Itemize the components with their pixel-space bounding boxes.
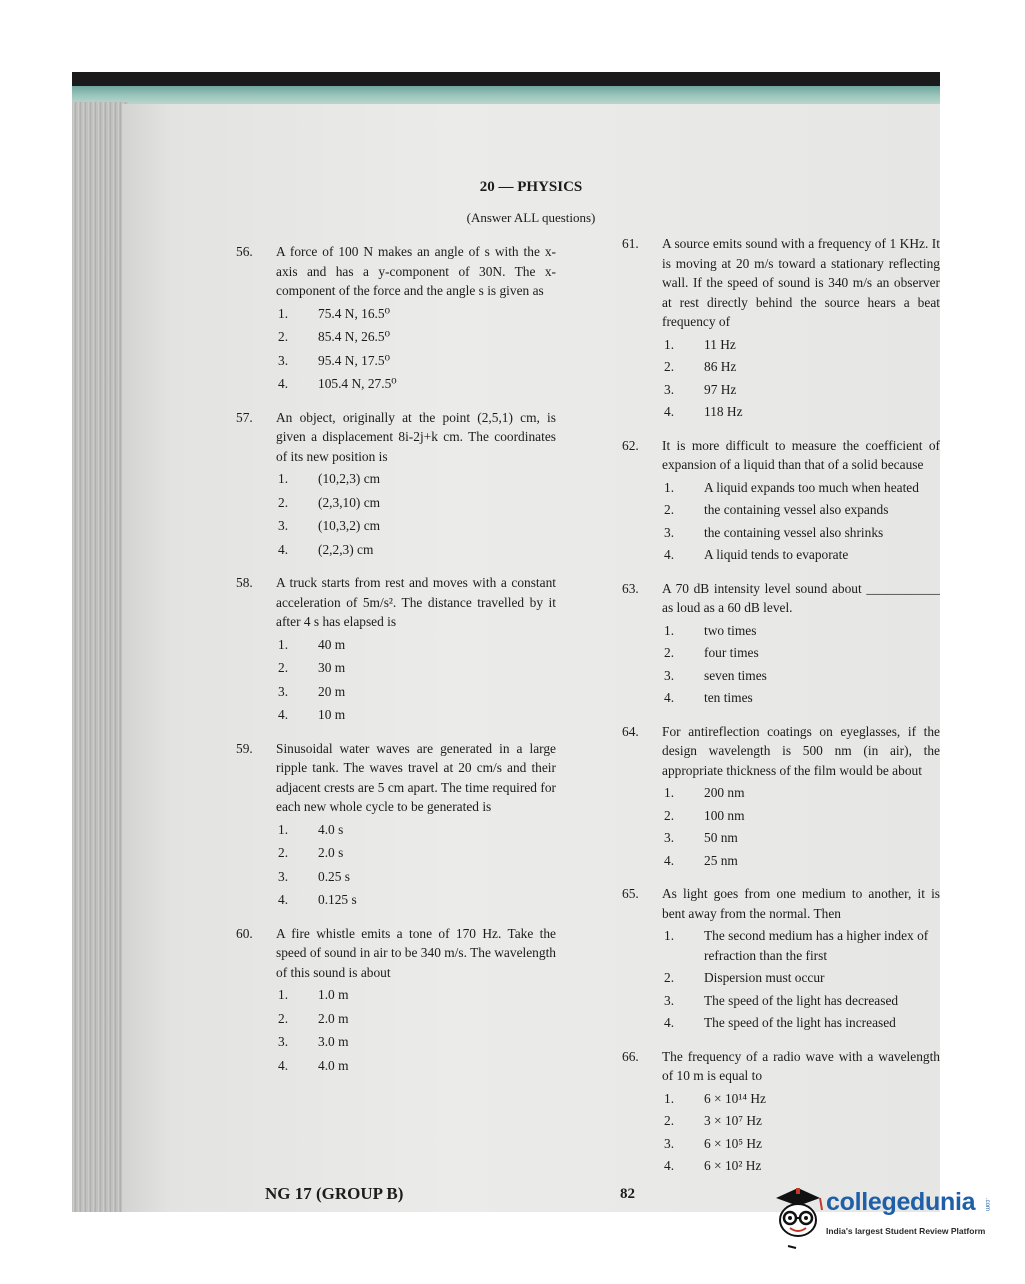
answer-option xyxy=(276,540,556,560)
answer-option xyxy=(662,828,940,848)
option-number: 3. xyxy=(278,868,289,884)
answer-option xyxy=(662,666,940,686)
option-number: 1. xyxy=(664,1090,675,1106)
option-text: 6 × 10¹⁴ Hz xyxy=(704,1090,766,1106)
answer-option xyxy=(662,1089,940,1109)
option-number: 1. xyxy=(664,785,675,800)
answer-option xyxy=(276,493,556,513)
option-number: 1. xyxy=(664,479,675,495)
option-number: 4. xyxy=(278,1057,289,1073)
option-text: The speed of the light has decreased xyxy=(704,992,899,1008)
question-text: A source emits sound with a frequency of 1 KHz. It is moving at 20 m/s toward a stationary reflecting wall. If the speed of sound is 340 m/s an observer at rest directly behind the source hears a beat frequency of xyxy=(662,236,940,329)
option-text: A liquid tends to evaporate xyxy=(704,547,849,562)
question-item xyxy=(622,1047,940,1176)
question-item xyxy=(236,573,556,725)
answer-option xyxy=(276,635,556,655)
collegedunia-logo xyxy=(770,1180,995,1260)
answer-option xyxy=(662,851,940,871)
option-number: 3. xyxy=(278,352,289,368)
answer-option xyxy=(662,335,940,355)
question-text: A 70 dB intensity level sound about ___________ as loud as a 60 dB level. xyxy=(662,580,940,615)
answer-option xyxy=(662,968,940,988)
answer-option xyxy=(276,867,556,887)
option-text: 2.0 m xyxy=(318,1010,349,1026)
option-list xyxy=(276,985,556,1075)
question-item xyxy=(236,924,556,1076)
answer-option xyxy=(276,843,556,863)
option-text: (10,2,3) cm xyxy=(318,471,381,486)
page-number: 82 xyxy=(620,1186,635,1202)
option-number: 1. xyxy=(278,636,289,652)
option-number: 2. xyxy=(664,359,675,374)
option-text: 75.4 N, 16.5⁰ xyxy=(318,305,390,321)
answer-option xyxy=(276,890,556,910)
option-number: 4. xyxy=(278,892,289,907)
answer-option xyxy=(276,516,556,536)
logo-suffix: .com xyxy=(984,1198,990,1212)
option-text: (2,2,3) cm xyxy=(318,541,374,557)
option-text: two times xyxy=(704,622,757,638)
option-text: (2,3,10) cm xyxy=(318,494,381,510)
option-number: 1. xyxy=(278,471,289,486)
option-number: 4. xyxy=(664,1158,675,1173)
question-text: The frequency of a radio wave with a wavelength of 10 m is equal to xyxy=(662,1048,940,1083)
left-column xyxy=(236,242,556,1089)
question-item xyxy=(622,722,940,871)
option-text: A liquid expands too much when heated xyxy=(704,479,919,495)
answer-option xyxy=(662,926,940,965)
option-number: 1. xyxy=(278,305,289,321)
option-text: 3 × 10⁷ Hz xyxy=(704,1113,762,1128)
option-list xyxy=(276,820,556,910)
answer-option xyxy=(662,1134,940,1154)
option-number: 2. xyxy=(664,502,675,517)
answer-option xyxy=(276,469,556,489)
option-list xyxy=(662,1089,940,1176)
option-number: 3. xyxy=(278,518,289,533)
option-number: 3. xyxy=(664,381,675,397)
option-text: Dispersion must occur xyxy=(704,970,825,985)
answer-option xyxy=(662,500,940,520)
option-number: 4. xyxy=(278,541,289,557)
page-instruction: (Answer ALL questions) xyxy=(466,210,596,225)
option-list xyxy=(662,783,940,870)
answer-option xyxy=(662,688,940,708)
option-text: 30 m xyxy=(318,660,346,675)
question-text: A force of 100 N makes an angle of s with the x-axis and has a y-component of 30N. The x-component of the force and the angle s is given as xyxy=(276,244,556,298)
answer-option xyxy=(276,1056,556,1076)
answer-option xyxy=(276,682,556,702)
option-number: 4. xyxy=(664,1015,675,1030)
question-number: 56. xyxy=(236,244,253,259)
answer-option xyxy=(662,1111,940,1131)
option-text: 50 nm xyxy=(704,830,738,845)
option-number: 2. xyxy=(664,970,675,985)
question-number: 63. xyxy=(622,580,639,596)
option-number: 3. xyxy=(278,683,289,699)
answer-option xyxy=(276,327,556,347)
option-number: 3. xyxy=(278,1034,289,1049)
option-text: 20 m xyxy=(318,683,346,699)
option-list xyxy=(276,635,556,725)
option-text: ten times xyxy=(704,690,753,705)
option-number: 2. xyxy=(278,329,289,344)
option-number: 4. xyxy=(278,376,289,391)
option-number: 2. xyxy=(664,645,675,660)
option-text: The speed of the light has increased xyxy=(704,1015,896,1030)
option-text: 200 nm xyxy=(704,785,745,800)
page-title: 20 — PHYSICS xyxy=(479,179,583,195)
question-text: As light goes from one medium to another, it is bent away from the normal. Then xyxy=(662,886,940,921)
option-list xyxy=(662,926,940,1033)
option-number: 2. xyxy=(278,1010,289,1026)
option-number: 1. xyxy=(664,928,675,943)
answer-option xyxy=(276,1032,556,1052)
answer-option xyxy=(662,1156,940,1176)
option-text: The second medium has a higher index of refraction than the first xyxy=(704,928,929,963)
question-number: 65. xyxy=(622,886,639,901)
answer-option xyxy=(276,658,556,678)
question-number: 66. xyxy=(622,1048,639,1064)
answer-option xyxy=(276,1009,556,1029)
option-text: 2.0 s xyxy=(318,845,344,860)
question-number: 62. xyxy=(622,437,639,453)
option-number: 1. xyxy=(278,821,289,837)
answer-option xyxy=(662,402,940,422)
option-number: 1. xyxy=(278,987,289,1002)
question-item xyxy=(236,242,556,394)
option-number: 3. xyxy=(664,992,675,1008)
option-number: 4. xyxy=(278,707,289,722)
question-item xyxy=(622,579,940,708)
option-text: 4.0 s xyxy=(318,821,344,837)
paper-code: NG 17 (GROUP B) xyxy=(265,1184,404,1203)
option-text: 25 nm xyxy=(704,852,738,868)
option-text: 6 × 10² Hz xyxy=(704,1158,762,1173)
option-text: 6 × 10⁵ Hz xyxy=(704,1135,762,1151)
question-text: A fire whistle emits a tone of 170 Hz. Take the speed of sound in air to be 340 m/s. The wavelength of this sound is about xyxy=(276,925,556,980)
question-number: 61. xyxy=(622,236,639,251)
option-number: 4. xyxy=(664,404,675,419)
option-text: 85.4 N, 26.5⁰ xyxy=(318,329,390,344)
question-number: 60. xyxy=(236,925,253,941)
question-number: 58. xyxy=(236,575,253,590)
option-text: four times xyxy=(704,645,759,660)
option-text: 11 Hz xyxy=(704,336,736,352)
option-number: 2. xyxy=(278,494,289,510)
book-page-edges xyxy=(72,102,128,1212)
logo-wordmark: collegedunia xyxy=(826,1188,976,1216)
option-number: 2. xyxy=(278,845,289,860)
option-list xyxy=(662,621,940,708)
option-list xyxy=(276,469,556,559)
option-text: 40 m xyxy=(318,636,346,652)
option-text: 105.4 N, 27.5⁰ xyxy=(318,376,397,391)
question-text: For antireflection coatings on eyeglasses, if the design wavelength is 500 nm (in air), the appropriate thickness of the film would be about xyxy=(662,723,940,778)
option-text: 0.125 s xyxy=(318,892,357,907)
option-number: 3. xyxy=(664,667,675,683)
question-item xyxy=(622,234,940,422)
answer-option xyxy=(662,621,940,641)
option-text: (10,3,2) cm xyxy=(318,518,381,533)
option-number: 2. xyxy=(664,807,675,823)
option-number: 3. xyxy=(664,524,675,540)
option-text: 95.4 N, 17.5⁰ xyxy=(318,352,390,368)
option-list xyxy=(662,478,940,565)
answer-option xyxy=(662,380,940,400)
answer-option xyxy=(276,374,556,394)
question-number: 64. xyxy=(622,723,639,739)
option-number: 4. xyxy=(664,852,675,868)
question-number: 57. xyxy=(236,409,253,425)
question-text: Sinusoidal water waves are generated in a large ripple tank. The waves travel at 20 cm/s and their adjacent crests are 5 cm apart. The time required for each new whole cycle to be generated is xyxy=(276,740,556,814)
option-number: 2. xyxy=(664,1113,675,1128)
option-text: the containing vessel also expands xyxy=(704,502,889,517)
option-text: 100 nm xyxy=(704,807,745,823)
question-text: An object, originally at the point (2,5,1) cm, is given a displacement 8i-2j+k cm. The coordinates of its new position is xyxy=(276,409,556,464)
option-text: 4.0 m xyxy=(318,1057,349,1073)
option-list xyxy=(276,304,556,394)
question-item xyxy=(236,739,556,910)
answer-option xyxy=(276,304,556,324)
question-text: It is more difficult to measure the coefficient of expansion of a liquid than that of a solid because xyxy=(662,437,940,472)
answer-option xyxy=(662,991,940,1011)
option-text: 86 Hz xyxy=(704,359,737,374)
option-text: 3.0 m xyxy=(318,1034,349,1049)
answer-option xyxy=(276,705,556,725)
option-text: 118 Hz xyxy=(704,404,743,419)
question-text: A truck starts from rest and moves with a constant acceleration of 5m/s². The distance travelled by it after 4 s has elapsed is xyxy=(276,575,556,629)
answer-option xyxy=(662,1013,940,1033)
answer-option xyxy=(662,783,940,803)
option-text: seven times xyxy=(704,667,767,683)
option-text: 10 m xyxy=(318,707,346,722)
right-column xyxy=(622,234,940,1190)
option-text: 97 Hz xyxy=(704,381,737,397)
question-number: 59. xyxy=(236,740,253,756)
question-item xyxy=(236,408,556,560)
option-number: 3. xyxy=(664,1135,675,1151)
option-text: 0.25 s xyxy=(318,868,350,884)
scan-top-shadow xyxy=(72,72,940,86)
mascot-icon xyxy=(770,1180,826,1252)
answer-option xyxy=(276,351,556,371)
option-number: 3. xyxy=(664,830,675,845)
answer-option xyxy=(276,820,556,840)
option-text: 1.0 m xyxy=(318,987,349,1002)
exam-page xyxy=(122,104,940,1212)
logo-tagline: India's largest Student Review Platform xyxy=(826,1226,986,1236)
question-item xyxy=(622,884,940,1033)
option-number: 4. xyxy=(664,690,675,705)
option-text: the containing vessel also shrinks xyxy=(704,524,884,540)
question-item xyxy=(622,436,940,565)
answer-option xyxy=(662,643,940,663)
answer-option xyxy=(276,985,556,1005)
answer-option xyxy=(662,523,940,543)
option-number: 1. xyxy=(664,336,675,352)
scanned-page xyxy=(72,72,940,1212)
answer-option xyxy=(662,357,940,377)
answer-option xyxy=(662,545,940,565)
option-number: 1. xyxy=(664,622,675,638)
option-list xyxy=(662,335,940,422)
option-number: 2. xyxy=(278,660,289,675)
answer-option xyxy=(662,806,940,826)
answer-option xyxy=(662,478,940,498)
option-number: 4. xyxy=(664,547,675,562)
